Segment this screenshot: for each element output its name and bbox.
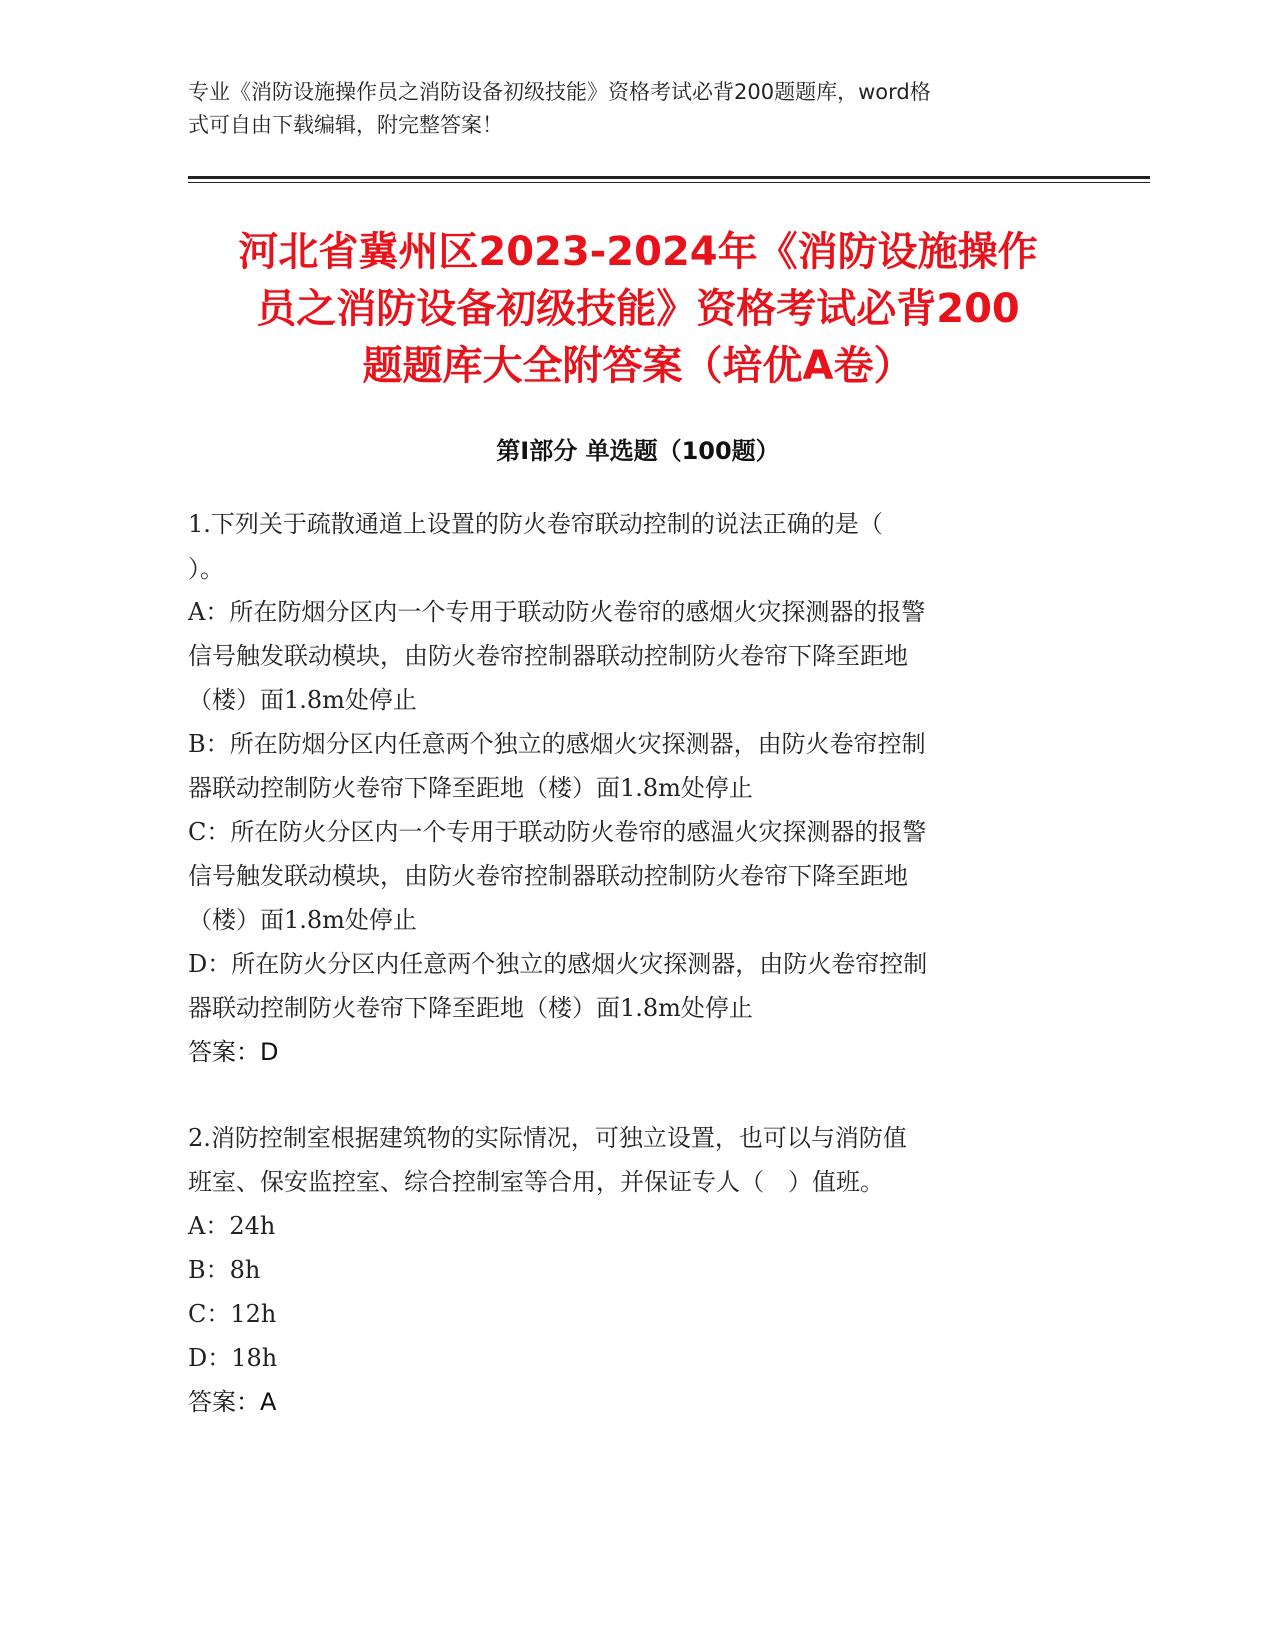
question-answer: 答案：A — [188, 1388, 277, 1416]
question-option-line: A：所在防烟分区内一个专用于联动防火卷帘的感烟火灾探测器的报警 — [188, 598, 926, 626]
document-title-text: 作 — [997, 229, 1038, 275]
header-divider-thick — [188, 176, 1150, 179]
question-option-line: 信号触发联动模块，由防火卷帘控制器联动控制防火卷帘下降至距地 — [188, 862, 908, 890]
question-option-line: B：8h — [188, 1256, 261, 1284]
question-option-line: D：18h — [188, 1344, 278, 1372]
question-stem-line: 1.下列关于疏散通道上设置的防火卷帘联动控制的说法正确的是（ — [188, 510, 883, 538]
document-title-text: 河北省冀州区2023-2024年《消防设施操 — [238, 229, 998, 275]
question-stem-line: 班室、保安监控室、综合控制室等合用，并保证专人（ ）值班。 — [188, 1168, 884, 1196]
document-title-line — [188, 224, 1088, 281]
question-stem-line: ）。 — [188, 555, 224, 583]
document-title-line: 员之消防设备初级技能》资格考试必背200 — [256, 286, 1020, 332]
question-option-line: 器联动控制防火卷帘下降至距地（楼）面1.8m处停止 — [188, 774, 753, 802]
question-option-line: 信号触发联动模块，由防火卷帘控制器联动控制防火卷帘下降至距地 — [188, 642, 908, 670]
question-option-line: D：所在防火分区内任意两个独立的感烟火灾探测器，由防火卷帘控制 — [188, 950, 928, 978]
question-option-line: （楼）面1.8m处停止 — [188, 906, 417, 934]
document-title-line: 题题库大全附答案（培优A卷） — [362, 343, 914, 389]
question-option-line: 器联动控制防火卷帘下降至距地（楼）面1.8m处停止 — [188, 994, 753, 1022]
header-note-line: 式可自由下载编辑，附完整答案！ — [188, 113, 503, 137]
question-option-line: A：24h — [188, 1212, 276, 1240]
question-answer: 答案：D — [188, 1038, 279, 1066]
question-option-line: （楼）面1.8m处停止 — [188, 686, 417, 714]
header-note-line: 专业《消防设施操作员之消防设备初级技能》资格考试必背200题题库，word格 — [188, 80, 931, 104]
header-note — [188, 76, 1068, 142]
question-option-line: C：所在防火分区内一个专用于联动防火卷帘的感温火灾探测器的报警 — [188, 818, 927, 846]
question-option-line: C：12h — [188, 1300, 277, 1328]
document-title — [188, 224, 1088, 395]
question-stem-line: 2.消防控制室根据建筑物的实际情况，可独立设置，也可以与消防值 — [188, 1124, 907, 1152]
header-divider-thin — [188, 182, 1150, 183]
section-heading: 第Ⅰ部分 单选题（100题） — [496, 437, 780, 465]
question-option-line: B：所在防烟分区内任意两个独立的感烟火灾探测器，由防火卷帘控制 — [188, 730, 926, 758]
